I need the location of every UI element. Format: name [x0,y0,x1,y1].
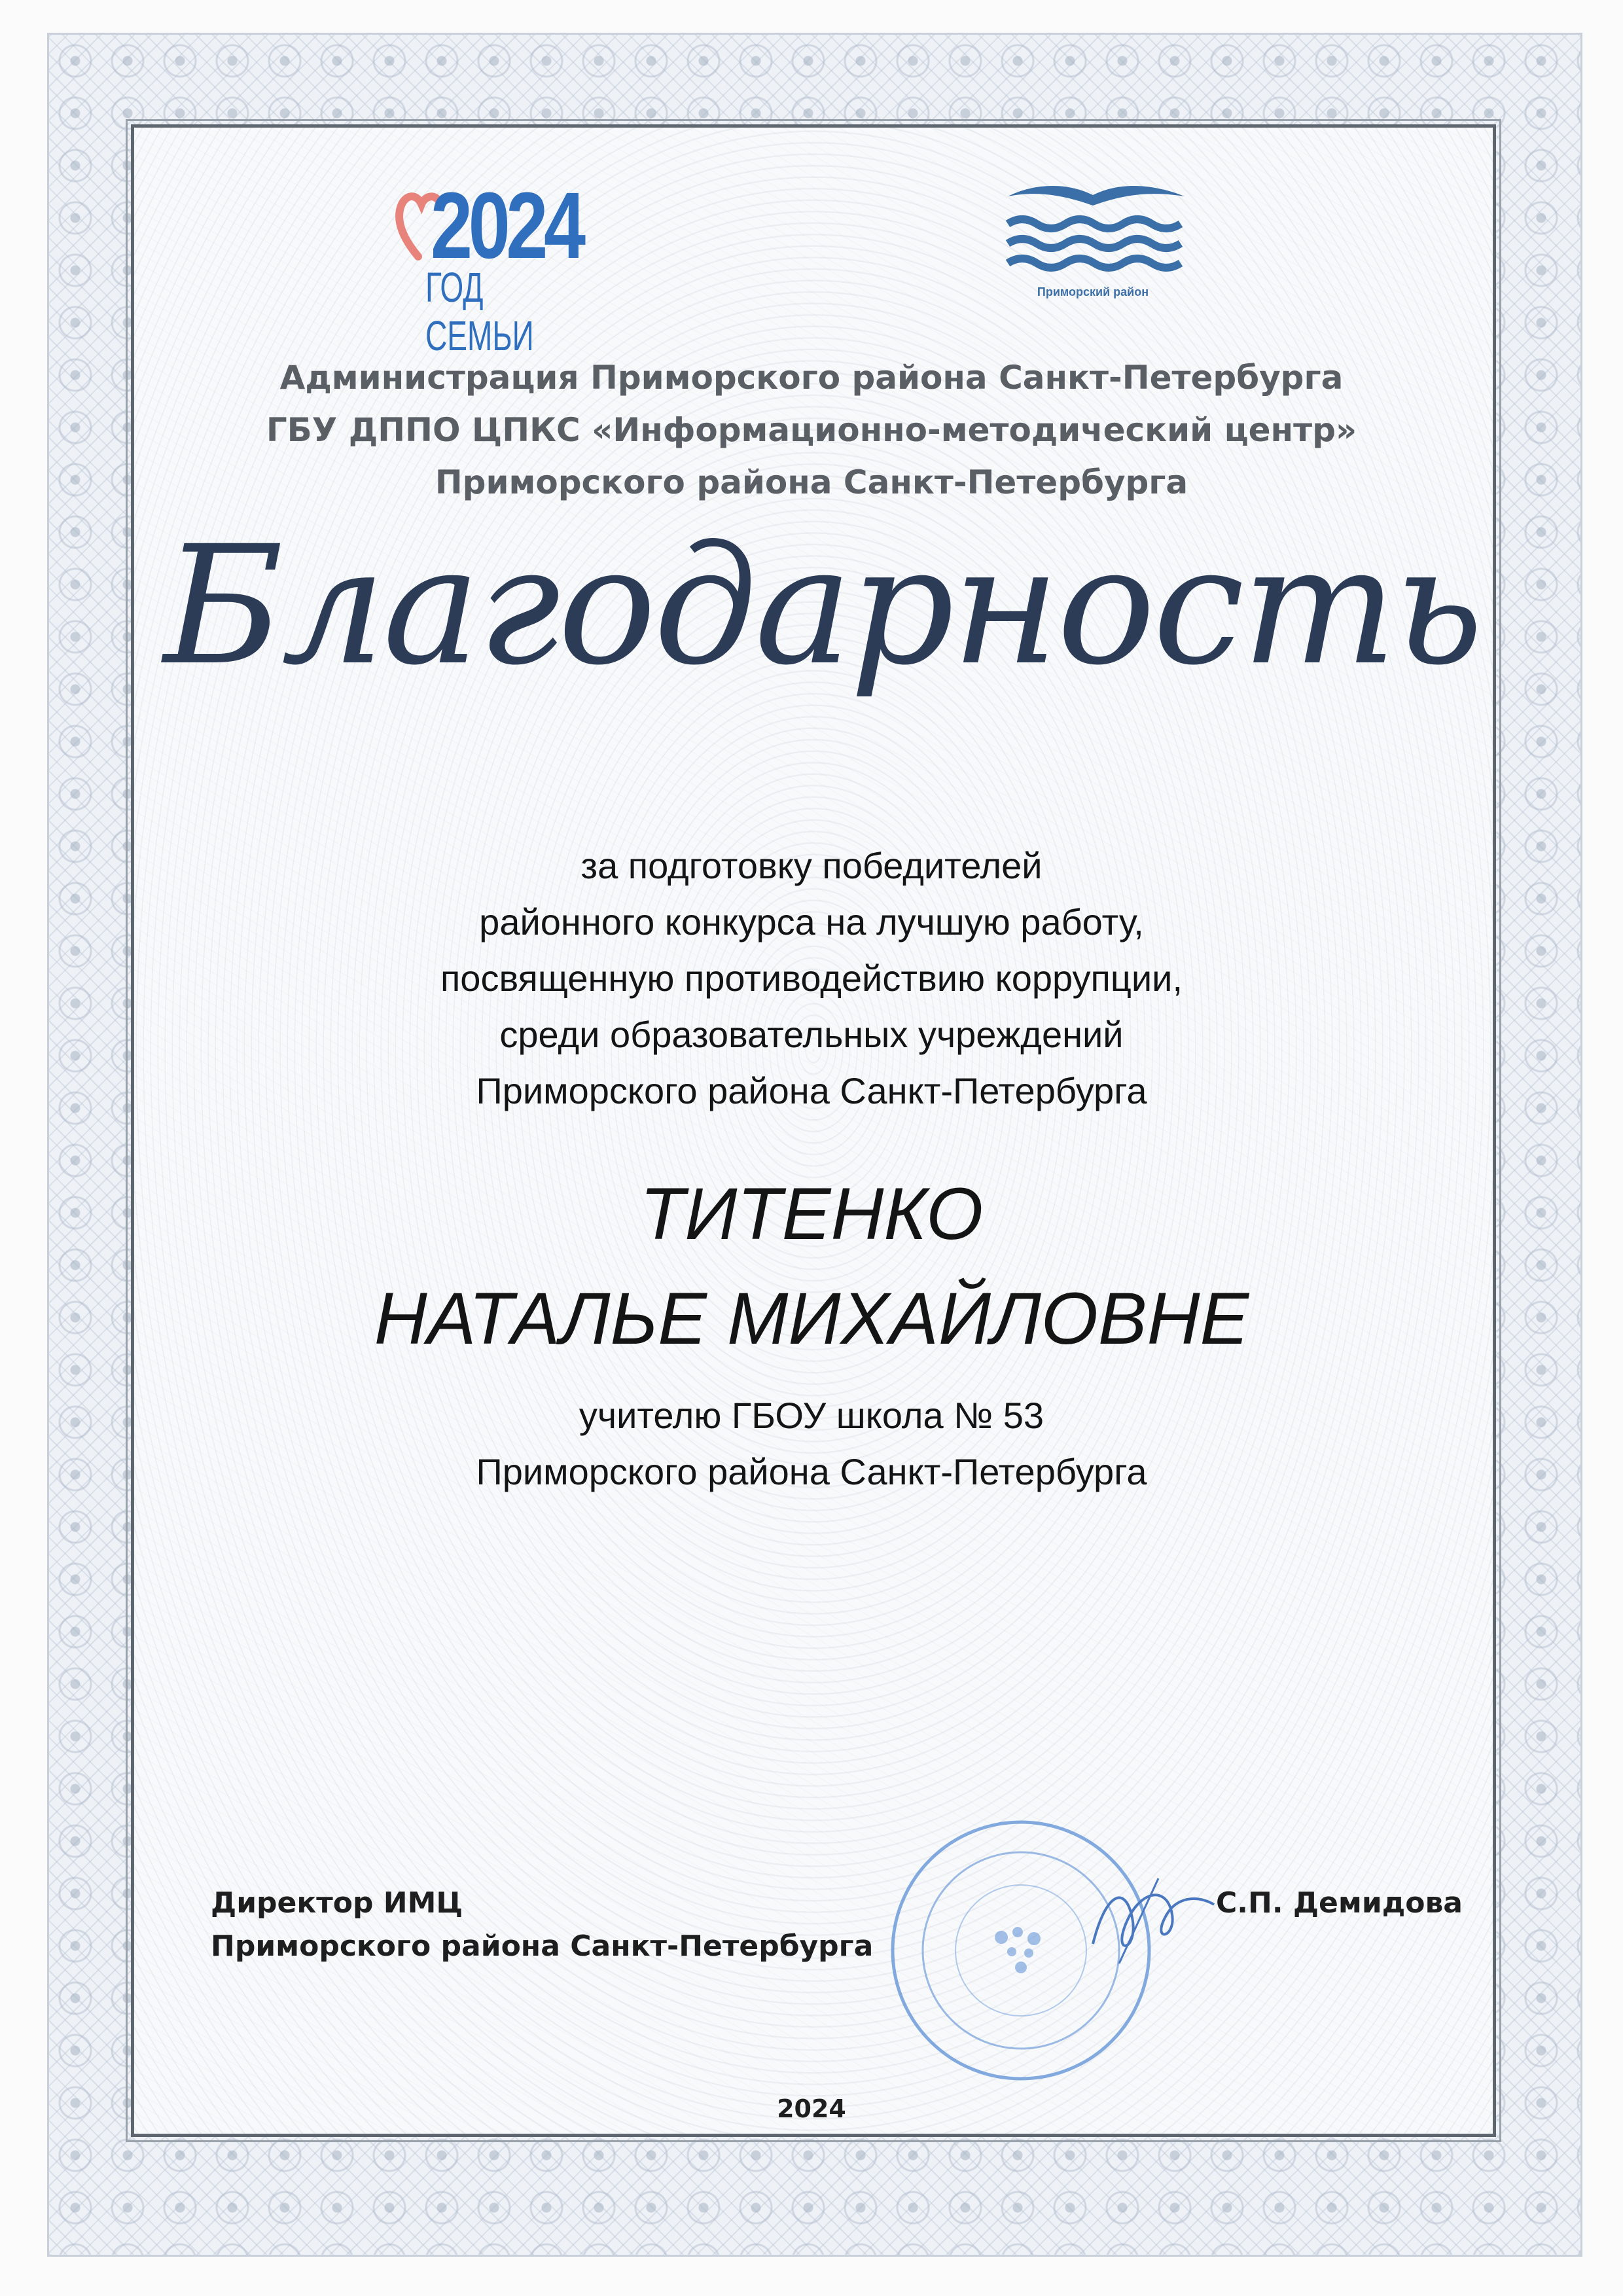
handwritten-signature [1080,1865,1224,1977]
recipient-name: НАТАЛЬЕ МИХАЙЛОВНЕ [374,1278,1249,1359]
issue-year: 2024 [777,2094,846,2123]
reason-line: среди образовательных учреждений [499,1014,1124,1055]
recipient-position-line-1: учителю ГБОУ школа № 53 [579,1395,1044,1436]
year-of-family-logo [393,173,602,359]
certificate-title: Благодарность [164,511,1481,701]
signer-name: С.П. Демидова [1216,1886,1463,1920]
waves-bird-icon [995,177,1191,288]
recipient-surname: ТИТЕНКО [639,1173,984,1255]
signer-role-line-2: Приморского района Санкт-Петербурга [211,1929,874,1963]
district-logo [995,177,1191,308]
reason-line: за подготовку победителей [580,845,1043,886]
issuer-line-3: Приморского района Санкт-Петербурга [435,463,1188,501]
logo-subtitle: ГОД СЕМЬИ [425,264,534,359]
reason-line: районного конкурса на лучшую работу, [479,901,1144,942]
district-logo-caption: Приморский район [1037,285,1149,298]
issuer-line-2: ГБУ ДППО ЦПКС «Информационно-методический центр» [266,411,1357,449]
reason-line: посвященную противодействию коррупции, [440,958,1183,999]
signer-role-line-1: Директор ИМЦ [211,1886,463,1920]
logo-year: 2024 [431,173,582,278]
issuer-line-1: Администрация Приморского района Санкт-Петербурга [279,359,1344,397]
recipient-position-line-2: Приморского района Санкт-Петербурга [476,1451,1147,1492]
reason-line: Приморского района Санкт-Петербурга [476,1070,1147,1111]
